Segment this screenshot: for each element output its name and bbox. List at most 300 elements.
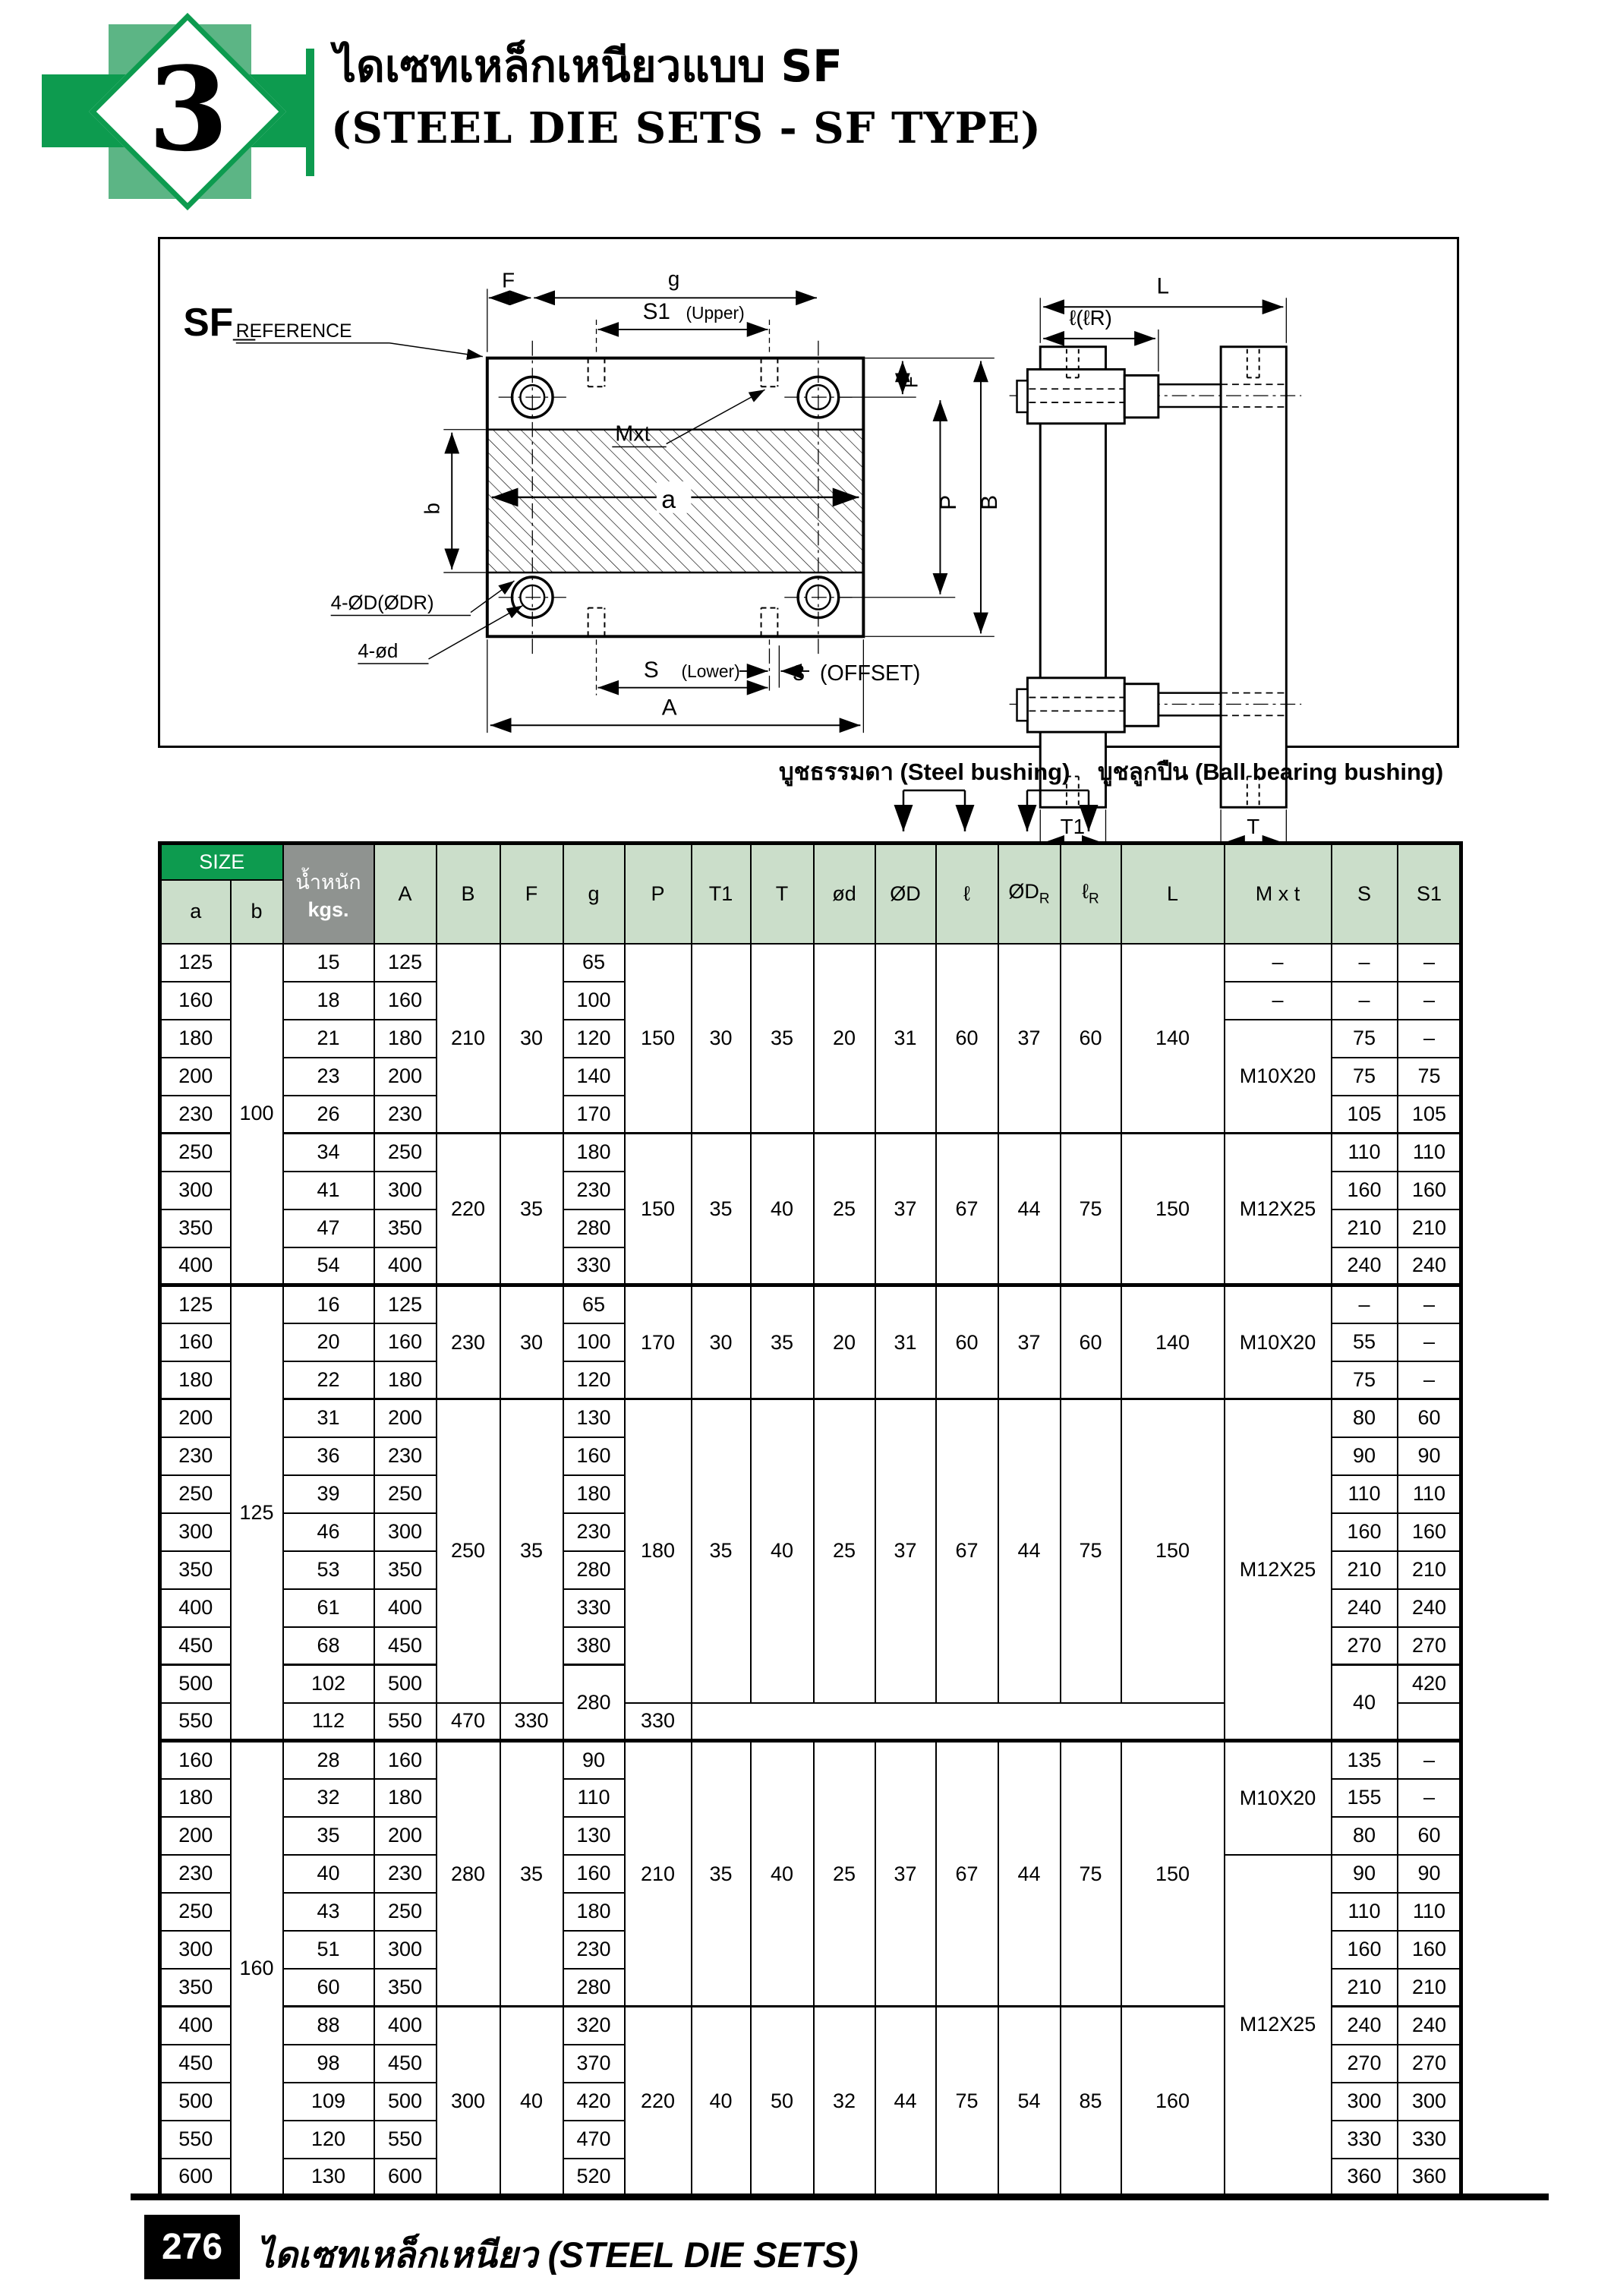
table-cell: 90 (1398, 1855, 1461, 1893)
table-cell: 140 (1121, 944, 1225, 1134)
table-cell: 230 (437, 1285, 500, 1399)
table-cell: 180 (625, 1399, 692, 1703)
col-header-od-small: ød (814, 844, 875, 944)
table-cell: 210 (1332, 1551, 1398, 1589)
callout-4od-label: 4-ØD(ØDR) (330, 592, 434, 614)
size-a-cell: 350 (160, 1969, 231, 2007)
table-cell: 100 (563, 1323, 625, 1361)
dim-s1-upper-label: (Upper) (686, 303, 745, 323)
table-cell: 180 (374, 1779, 437, 1817)
table-cell: 160 (374, 1741, 437, 1779)
table-cell: – (1332, 1285, 1398, 1323)
table-cell: 350 (374, 1551, 437, 1589)
col-header-P: P (625, 844, 692, 944)
table-row (160, 944, 1461, 982)
table-cell: 75 (1061, 1741, 1121, 2007)
table-cell: 420 (1398, 1665, 1461, 1703)
table-cell: 160 (563, 1437, 625, 1475)
dim-t-label: T (1247, 814, 1260, 838)
table-cell: 60 (1061, 1285, 1121, 1399)
table-cell: 300 (374, 1931, 437, 1969)
dim-g-label: g (667, 266, 680, 291)
table-cell: 380 (563, 1627, 625, 1665)
col-header-L: L (1121, 844, 1225, 944)
table-cell: 67 (936, 1741, 998, 2007)
table-cell: – (1225, 982, 1332, 1020)
table-cell: 210 (1332, 1969, 1398, 2007)
weight-header (283, 844, 374, 944)
size-a-cell: 125 (160, 944, 231, 982)
table-cell: 350 (374, 1210, 437, 1247)
badge-tick (306, 49, 314, 176)
table-cell: 88 (283, 2007, 374, 2045)
table-cell: 75 (1332, 1020, 1398, 1058)
table-cell: 300 (1398, 2083, 1461, 2121)
table-cell: 220 (437, 1134, 500, 1285)
weight-header-thai: น้ำหนัก (295, 871, 361, 894)
table-cell: – (1398, 982, 1461, 1020)
table-cell: 75 (1332, 1361, 1398, 1399)
table-cell: 330 (1398, 2121, 1461, 2159)
table-cell: 100 (563, 982, 625, 1020)
table-cell: – (1398, 1361, 1461, 1399)
table-cell: 180 (374, 1020, 437, 1058)
table-cell: 25 (814, 1399, 875, 1703)
table-cell: M10X20 (1225, 1020, 1332, 1134)
table-cell: 80 (1332, 1817, 1398, 1855)
col-header-l: ℓ (936, 844, 998, 944)
table-cell: 30 (692, 944, 751, 1134)
col-header-lR: ℓ$_R$ (1061, 844, 1121, 944)
table-cell: 230 (563, 1931, 625, 1969)
table-cell: 34 (283, 1134, 374, 1172)
size-a-cell: 200 (160, 1399, 231, 1437)
table-cell: 280 (563, 1969, 625, 2007)
table-cell: 60 (1398, 1817, 1461, 1855)
table-cell: 155 (1332, 1779, 1398, 1817)
table-cell: 31 (283, 1399, 374, 1437)
table-cell: 250 (437, 1399, 500, 1703)
table-cell: 44 (875, 2007, 936, 2197)
table-cell: – (1398, 1285, 1461, 1323)
dim-f-right-label: F (900, 376, 922, 389)
col-header-OD: ØD (875, 844, 936, 944)
table-cell: 25 (814, 1741, 875, 2007)
page-title-english: (STEEL DIE SETS - SF TYPE) (331, 103, 1042, 153)
spec-table (158, 841, 1463, 2198)
table-cell: 160 (1332, 1172, 1398, 1210)
table-cell: 250 (374, 1475, 437, 1513)
table-cell: 40 (1332, 1665, 1398, 1741)
table-cell: 54 (998, 2007, 1061, 2197)
table-cell: 420 (563, 2083, 625, 2121)
table-cell: 200 (374, 1817, 437, 1855)
table-cell: 55 (1332, 1323, 1398, 1361)
table-cell: 220 (625, 2007, 692, 2197)
table-cell: 67 (936, 1134, 998, 1285)
table-cell: 75 (1061, 1399, 1121, 1703)
table-cell: 550 (374, 1703, 437, 1741)
table-cell: 54 (283, 1247, 374, 1285)
size-a-cell: 250 (160, 1475, 231, 1513)
table-cell: 60 (936, 1285, 998, 1399)
size-a-cell: 160 (160, 1323, 231, 1361)
dim-l-cap-label: L (1156, 273, 1170, 299)
table-cell: 40 (751, 1399, 814, 1703)
table-cell: 105 (1332, 1096, 1398, 1134)
table-cell: 32 (283, 1779, 374, 1817)
table-cell: 40 (751, 1741, 814, 2007)
table-cell: 110 (1332, 1134, 1398, 1172)
table-cell: 160 (1332, 1513, 1398, 1551)
dim-t1-label: T1 (1060, 814, 1086, 838)
table-cell: 140 (563, 1058, 625, 1096)
table-cell: 230 (563, 1513, 625, 1551)
size-a-cell: 160 (160, 1741, 231, 1779)
table-cell: 240 (1332, 1589, 1398, 1627)
dim-s-lower-label: (Lower) (681, 661, 740, 681)
dim-b-cap-label: B (976, 494, 1002, 510)
size-a-cell: 550 (160, 1703, 231, 1741)
table-cell: 240 (1398, 2007, 1461, 2045)
table-cell: 28 (283, 1741, 374, 1779)
table-cell: 20 (814, 944, 875, 1134)
table-cell: 300 (374, 1172, 437, 1210)
table-cell: 150 (1121, 1134, 1225, 1285)
weight-header-unit: kgs. (307, 898, 349, 922)
table-cell: 130 (563, 1817, 625, 1855)
table-cell: 110 (1332, 1893, 1398, 1931)
table-cell: 90 (1332, 1437, 1398, 1475)
table-cell: 135 (1332, 1741, 1398, 1779)
table-cell: 50 (751, 2007, 814, 2197)
table-cell: 22 (283, 1361, 374, 1399)
size-a-cell: 400 (160, 2007, 231, 2045)
reference-leader (236, 343, 483, 357)
table-cell: 280 (563, 1210, 625, 1247)
ball-bearing-bushing-label: บูชลูกปืน (Ball bearing bushing) (1098, 758, 1444, 785)
table-cell: – (1398, 1779, 1461, 1817)
table-row (160, 1285, 1461, 1323)
table-cell: 40 (283, 1855, 374, 1893)
size-a-cell: 300 (160, 1931, 231, 1969)
table-cell: 180 (563, 1134, 625, 1172)
table-cell: 400 (374, 1247, 437, 1285)
table-cell: 35 (692, 1399, 751, 1703)
table-cell: 31 (875, 1285, 936, 1399)
table-cell: 35 (283, 1817, 374, 1855)
size-a-cell: 400 (160, 1247, 231, 1285)
table-cell: 44 (998, 1399, 1061, 1703)
size-a-cell: 400 (160, 1589, 231, 1627)
table-cell: 40 (692, 2007, 751, 2197)
size-a-cell: 350 (160, 1551, 231, 1589)
table-cell: 210 (1332, 1210, 1398, 1247)
offset-label: (OFFSET) (819, 661, 921, 686)
size-a-cell: 230 (160, 1855, 231, 1893)
table-cell: 75 (1332, 1058, 1398, 1096)
table-cell: 240 (1332, 2007, 1398, 2045)
table-cell: 250 (374, 1134, 437, 1172)
col-header-B: B (437, 844, 500, 944)
table-cell: 300 (374, 1513, 437, 1551)
table-cell: 98 (283, 2045, 374, 2083)
table-cell: 65 (563, 944, 625, 982)
table-cell: 105 (1398, 1096, 1461, 1134)
steel-bushing-label: บูชธรรมดา (Steel bushing) (779, 758, 1070, 785)
table-cell: 360 (1398, 2159, 1461, 2197)
table-cell: 360 (1332, 2159, 1398, 2197)
table-cell: 240 (1398, 1247, 1461, 1285)
table-cell: 470 (563, 2121, 625, 2159)
page-title-thai: ไดเซทเหล็กเหนียวแบบ SF (334, 40, 843, 92)
table-cell: 180 (563, 1475, 625, 1513)
table-cell: 18 (283, 982, 374, 1020)
table-cell: 210 (1398, 1969, 1461, 2007)
table-cell: 270 (1332, 2045, 1398, 2083)
size-a-cell: 300 (160, 1513, 231, 1551)
table-cell: 120 (283, 2121, 374, 2159)
table-cell: 160 (563, 1855, 625, 1893)
table-cell: 37 (998, 1285, 1061, 1399)
size-a-cell: 550 (160, 2121, 231, 2159)
dim-f-top-label: F (502, 268, 515, 292)
page-number-badge: 276 (144, 2215, 240, 2279)
table-cell: 40 (500, 2007, 563, 2197)
size-a-cell: 250 (160, 1134, 231, 1172)
table-cell: 150 (625, 944, 692, 1134)
table-cell: 35 (751, 944, 814, 1134)
table-cell: 20 (814, 1285, 875, 1399)
size-a-cell: 500 (160, 1665, 231, 1703)
table-cell: 400 (374, 2007, 437, 2045)
table-cell: 90 (1332, 1855, 1398, 1893)
table-cell: M12X25 (1225, 1134, 1332, 1285)
size-a-cell: 125 (160, 1285, 231, 1323)
dim-s1-label: S1 (642, 299, 670, 325)
table-cell: 330 (625, 1703, 692, 1741)
size-a-cell: 600 (160, 2159, 231, 2197)
table-cell: – (1332, 944, 1398, 982)
size-a-cell: 350 (160, 1210, 231, 1247)
table-cell: 37 (875, 1399, 936, 1703)
table-cell: 330 (1332, 2121, 1398, 2159)
table-cell: 450 (374, 2045, 437, 2083)
table-cell: 36 (283, 1437, 374, 1475)
table-cell: 60 (1061, 944, 1121, 1134)
table-cell: – (1398, 1323, 1461, 1361)
size-a-cell: 180 (160, 1361, 231, 1399)
table-cell: 230 (374, 1437, 437, 1475)
table-cell: – (1225, 944, 1332, 982)
table-cell: 520 (563, 2159, 625, 2197)
table-cell: 450 (374, 1627, 437, 1665)
table-cell: 160 (231, 1741, 283, 2197)
table-cell: 180 (374, 1361, 437, 1399)
table-cell: 160 (1398, 1513, 1461, 1551)
table-cell: 37 (875, 1741, 936, 2007)
table-cell: 230 (374, 1096, 437, 1134)
table-cell: 44 (998, 1741, 1061, 2007)
table-cell: 39 (283, 1475, 374, 1513)
table-cell: 31 (875, 944, 936, 1134)
table-cell: 470 (437, 1703, 500, 1741)
col-header-S1: S1 (1398, 844, 1461, 944)
size-a-cell: 450 (160, 2045, 231, 2083)
table-cell: 270 (1398, 1627, 1461, 1665)
table-cell: 170 (563, 1096, 625, 1134)
table-cell: 37 (875, 1134, 936, 1285)
table-cell: 125 (374, 1285, 437, 1323)
size-a-cell: 230 (160, 1096, 231, 1134)
table-cell: 210 (625, 1741, 692, 2007)
table-cell: 65 (563, 1285, 625, 1323)
table-cell: 350 (374, 1969, 437, 2007)
dim-b-small (443, 430, 486, 572)
table-cell: 280 (563, 1551, 625, 1589)
table-cell: 41 (283, 1172, 374, 1210)
table-cell: 75 (1061, 1134, 1121, 1285)
bushing-annotations (158, 748, 1459, 841)
chapter-number: 3 (148, 41, 229, 177)
table-row (160, 1741, 1461, 1779)
chapter-badge (42, 21, 330, 202)
col-header-Mxt: M x t (1225, 844, 1332, 944)
table-cell: 30 (692, 1285, 751, 1399)
table-cell: 110 (563, 1779, 625, 1817)
table-cell: 85 (1061, 2007, 1121, 2197)
offset-value: 3 (793, 661, 805, 686)
table-cell: 230 (563, 1172, 625, 1210)
table-cell: 30 (500, 1285, 563, 1399)
col-header-A: A (374, 844, 437, 944)
table-cell: 67 (936, 1399, 998, 1703)
table-cell: 200 (374, 1399, 437, 1437)
table-cell: 250 (374, 1893, 437, 1931)
model-label: SF_ (183, 299, 255, 344)
size-a-cell: 200 (160, 1817, 231, 1855)
table-cell: 270 (1332, 1627, 1398, 1665)
table-cell: 53 (283, 1551, 374, 1589)
table-cell: 110 (1398, 1893, 1461, 1931)
table-row (160, 1134, 1461, 1172)
table-cell: 43 (283, 1893, 374, 1931)
table-cell: 550 (374, 2121, 437, 2159)
table-cell: 90 (563, 1741, 625, 1779)
table-cell: 21 (283, 1020, 374, 1058)
table-cell: 120 (563, 1020, 625, 1058)
dim-b-small-label: b (420, 503, 444, 515)
bushing-pointer-arrows (158, 748, 1459, 841)
table-cell: 110 (1398, 1475, 1461, 1513)
table-cell: 35 (692, 1134, 751, 1285)
table-cell: 109 (283, 2083, 374, 2121)
table-cell: 110 (1398, 1134, 1461, 1172)
table-cell: 330 (500, 1703, 563, 1741)
table-cell: 160 (374, 1323, 437, 1361)
table-cell: 37 (998, 944, 1061, 1134)
table-cell: 102 (283, 1665, 374, 1703)
table-cell: 35 (500, 1741, 563, 2007)
dim-p-label: P (936, 494, 962, 510)
table-cell: 68 (283, 1627, 374, 1665)
table-cell: 40 (751, 1134, 814, 1285)
table-cell: 600 (374, 2159, 437, 2197)
callout-4od-small-label: 4-ød (358, 641, 399, 663)
table-cell: 150 (1121, 1741, 1225, 2007)
table-cell: 16 (283, 1285, 374, 1323)
table-cell: – (1398, 1020, 1461, 1058)
reference-label: REFERENCE (235, 320, 352, 342)
dim-s-label: S (643, 657, 659, 683)
table-cell: 125 (374, 944, 437, 982)
table-cell: 61 (283, 1589, 374, 1627)
size-a-cell: 180 (160, 1020, 231, 1058)
table-cell: 210 (437, 944, 500, 1134)
table-cell: 230 (374, 1855, 437, 1893)
table-cell: 60 (1398, 1399, 1461, 1437)
table-cell: 90 (1398, 1437, 1461, 1475)
table-row (160, 1399, 1461, 1437)
table-cell: 170 (625, 1285, 692, 1399)
dim-l-small-label: ℓ(ℓR) (1069, 305, 1112, 330)
table-cell: 125 (231, 1285, 283, 1741)
table-cell: 240 (1332, 1247, 1398, 1285)
footer-caption: ไดเซทเหล็กเหนียว (STEEL DIE SETS) (257, 2234, 859, 2275)
spec-table-body (160, 944, 1461, 2197)
size-a-cell: 230 (160, 1437, 231, 1475)
table-cell: 400 (374, 1589, 437, 1627)
table-cell: – (1398, 944, 1461, 982)
size-a-cell: 200 (160, 1058, 231, 1096)
table-cell: 270 (1398, 2045, 1461, 2083)
table-cell: 75 (936, 2007, 998, 2197)
table-cell: 210 (1398, 1210, 1461, 1247)
table-cell: 120 (563, 1361, 625, 1399)
table-cell: 130 (563, 1399, 625, 1437)
table-cell: 44 (998, 1134, 1061, 1285)
table-cell: M10X20 (1225, 1285, 1332, 1399)
table-cell: 160 (374, 982, 437, 1020)
col-header-T: T (751, 844, 814, 944)
dim-a-cap-label: A (661, 695, 677, 721)
table-cell: 51 (283, 1931, 374, 1969)
size-a-cell: 160 (160, 982, 231, 1020)
table-cell: 100 (231, 944, 283, 1285)
table-cell: 112 (283, 1703, 374, 1741)
size-a-cell: 250 (160, 1893, 231, 1931)
table-cell: 23 (283, 1058, 374, 1096)
table-cell: 240 (1398, 1589, 1461, 1627)
table-cell: 500 (374, 2083, 437, 2121)
table-cell: 32 (814, 2007, 875, 2197)
table-cell: 110 (1332, 1475, 1398, 1513)
table-cell: 320 (563, 2007, 625, 2045)
col-header-ODR: $ØD_R$ (998, 844, 1061, 944)
dim-a-label: a (661, 485, 676, 514)
table-cell: 160 (1398, 1931, 1461, 1969)
table-cell: 370 (563, 2045, 625, 2083)
size-a-cell: 180 (160, 1779, 231, 1817)
table-cell: – (1332, 982, 1398, 1020)
col-header-F: F (500, 844, 563, 944)
table-cell: 500 (374, 1665, 437, 1703)
table-cell: 20 (283, 1323, 374, 1361)
table-cell: 300 (437, 2007, 500, 2197)
table-cell: M12X25 (1225, 1855, 1332, 2197)
table-cell: 30 (500, 944, 563, 1134)
table-cell: 15 (283, 944, 374, 982)
